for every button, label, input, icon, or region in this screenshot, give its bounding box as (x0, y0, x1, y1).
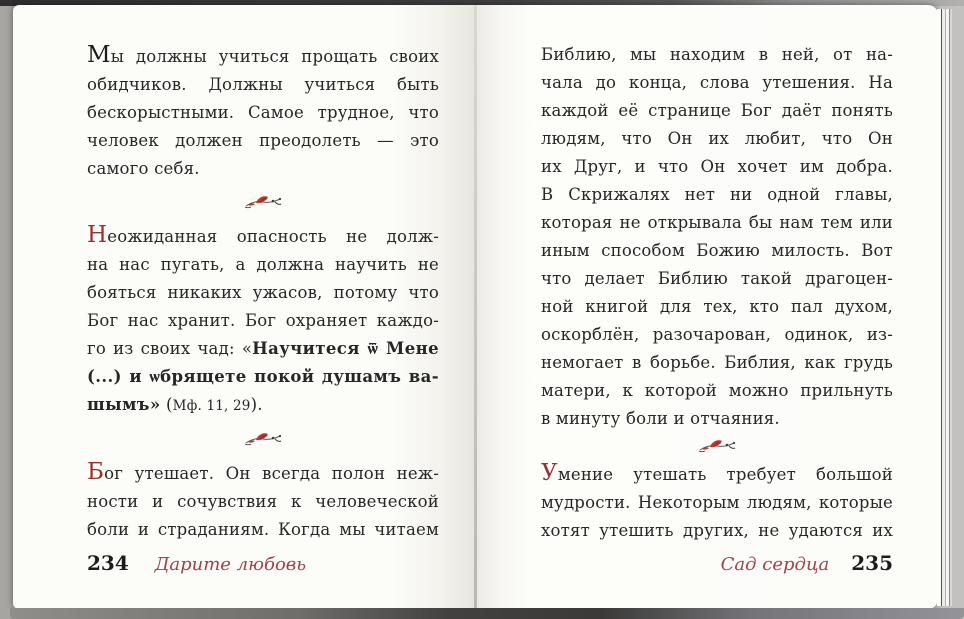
slav-text: (...) и ѡбрящете покой душамъ ва- (87, 367, 439, 386)
floral-ornament-icon (244, 430, 282, 448)
body-text: ( (160, 395, 173, 414)
body-text: боли и страданиям. Когда мы читаем (87, 520, 439, 539)
text-line (541, 97, 893, 125)
paragraph (87, 221, 439, 420)
text-line (87, 127, 439, 155)
page-right-footer (541, 551, 893, 575)
body-text: мудрости. Некоторым людям, которые (541, 493, 893, 512)
text-line (87, 155, 439, 183)
page-right (477, 5, 938, 609)
body-text: ог утешает. Он всегда полон неж- (104, 464, 439, 483)
text-line (541, 125, 893, 153)
body-text: на нас пугать, а должна научить не (87, 255, 439, 274)
body-text: бескорыстными. Самое трудное, что (87, 103, 439, 122)
text-line (87, 458, 439, 488)
text-line (541, 153, 893, 181)
ornament-row (87, 420, 439, 458)
ornament-row (87, 183, 439, 221)
text-line (87, 488, 439, 516)
text-line (541, 181, 893, 209)
paragraph (541, 41, 893, 433)
body-text: матери, к которой можно прильнуть (541, 381, 893, 400)
body-text: их Друг, и что Он хочет им добра. (541, 157, 893, 176)
body-text: чала до конца, слова утешения. На (541, 73, 893, 92)
text-line (541, 69, 893, 97)
ornament-row (541, 433, 893, 459)
slav-text: Научитеся ѿ Мене (252, 339, 439, 358)
text-line (87, 363, 439, 391)
text-line (541, 265, 893, 293)
body-text: хотят утешить других, не удаются их (541, 521, 893, 540)
text-line (87, 307, 439, 335)
body-text: самого себя. (87, 159, 200, 178)
page-number-right: 235 (851, 551, 893, 575)
text-line (541, 41, 893, 69)
page-right-text (541, 41, 893, 545)
slav-text: шымъ» (87, 395, 161, 414)
text-line (541, 237, 893, 265)
text-line (541, 405, 893, 433)
floral-ornament-icon (698, 437, 736, 455)
body-text: обидчиков. Должны учиться быть (87, 75, 439, 94)
floral-ornament-icon (244, 193, 282, 211)
body-text: Библию, мы находим в ней, от на- (541, 45, 893, 64)
text-line (541, 349, 893, 377)
body-text: немогает в борьбе. Библия, как грудь (541, 353, 893, 372)
body-text: оскорблён, разочарован, одинок, из- (541, 325, 893, 344)
text-line (87, 251, 439, 279)
body-text: людям, что Он их любит, что Он (541, 129, 893, 148)
body-text: ы должны учиться прощать своих (110, 47, 439, 66)
page-left (13, 5, 474, 609)
init-red-text: У (541, 460, 558, 486)
body-text: В Скрижалях нет ни одной главы, (541, 185, 893, 204)
page-number-left: 234 (87, 551, 129, 575)
open-book-spread (13, 5, 938, 609)
paragraph (87, 458, 439, 544)
ref-text: Мф. 11, 29 (172, 398, 251, 414)
body-text: каждой её странице Бог даёт понять (541, 101, 893, 120)
text-line (87, 71, 439, 99)
text-line (87, 99, 439, 127)
text-line (541, 489, 893, 517)
page-left-footer (87, 551, 439, 575)
text-line (541, 293, 893, 321)
text-line (541, 209, 893, 237)
body-text: что делает Библию такой драгоцен- (541, 269, 893, 288)
page-edge-stack (937, 9, 952, 606)
running-title-left: Дарите любовь (154, 554, 307, 575)
body-text: Бог нас хранит. Бог охраняет каждо- (87, 311, 439, 330)
body-text: которая не открывала бы нам тем или (541, 213, 893, 232)
init-red-text: Б (87, 459, 105, 485)
body-text: ности и сочувствия к человеческой (87, 492, 439, 511)
paragraph (541, 459, 893, 545)
text-line (87, 221, 439, 251)
body-text: человек должен преодолеть — это (87, 131, 439, 150)
body-text: го из своих чад: « (87, 339, 253, 358)
body-text: ной книгой для тех, кто пал духом, (541, 297, 893, 316)
body-text: бояться никаких ужасов, потому что (87, 283, 439, 302)
body-text: иным способом Божию милость. Вот (541, 241, 893, 260)
page-left-text (87, 41, 439, 544)
body-text: мение утешать требует большой (557, 465, 893, 484)
running-title-right: Сад сердца (720, 554, 830, 575)
paragraph (87, 41, 439, 183)
text-line (541, 459, 893, 489)
init-black-text: М (87, 42, 111, 68)
body-text: в минуту боли и отчаяния. (541, 409, 780, 428)
init-red-text: Н (87, 222, 108, 248)
text-line (541, 377, 893, 405)
body-text: ). (250, 395, 263, 414)
text-line (87, 41, 439, 71)
body-text: еожиданная опасность не долж- (107, 227, 439, 246)
text-line (541, 321, 893, 349)
book-bottom-edge (10, 608, 964, 619)
text-line (541, 517, 893, 545)
text-line (87, 516, 439, 544)
text-line (87, 335, 439, 363)
text-line (87, 391, 439, 420)
text-line (87, 279, 439, 307)
